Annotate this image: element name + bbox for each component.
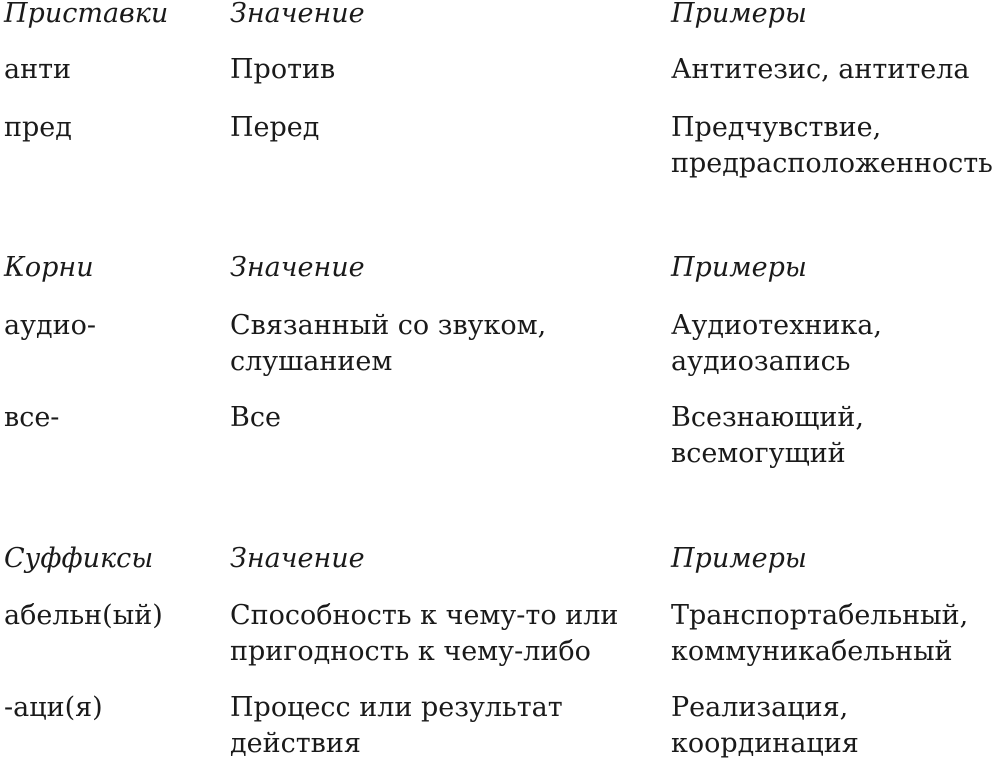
suffix-meaning: Процесс или результат действия bbox=[230, 692, 563, 759]
prefixes-examples-header: Примеры bbox=[671, 0, 807, 29]
root-meaning: Все bbox=[230, 402, 281, 433]
roots-meaning-header: Значение bbox=[230, 252, 365, 283]
root-item: аудио- bbox=[4, 310, 96, 341]
roots-header: Корни bbox=[4, 252, 94, 283]
prefix-examples: Предчувствие, предрасположенность bbox=[671, 112, 993, 179]
prefix-item: пред bbox=[4, 112, 72, 143]
root-examples: Аудиотехника, аудиозапись bbox=[671, 310, 882, 377]
suffix-examples: Транспортабельный, коммуникабельный bbox=[671, 600, 969, 667]
suffix-meaning: Способность к чему-то или пригодность к чему-либо bbox=[230, 600, 619, 667]
prefixes-meaning-header: Значение bbox=[230, 0, 365, 29]
suffix-examples: Реализация, координация bbox=[671, 692, 859, 759]
prefix-item: анти bbox=[4, 54, 72, 85]
roots-examples-header: Примеры bbox=[671, 252, 807, 283]
prefix-examples: Антитезис, антитела bbox=[671, 54, 970, 85]
prefix-meaning: Против bbox=[230, 54, 336, 85]
suffixes-header: Суффиксы bbox=[4, 543, 154, 574]
root-examples: Всезнающий, всемогущий bbox=[671, 402, 864, 469]
suffix-item: абельн(ый) bbox=[4, 600, 163, 631]
suffixes-examples-header: Примеры bbox=[671, 543, 807, 574]
suffixes-meaning-header: Значение bbox=[230, 543, 365, 574]
suffix-item: -аци(я) bbox=[4, 692, 103, 723]
root-item: все- bbox=[4, 402, 60, 433]
root-meaning: Связанный со звуком, слушанием bbox=[230, 310, 547, 377]
prefixes-header: Приставки bbox=[4, 0, 169, 29]
prefix-meaning: Перед bbox=[230, 112, 320, 143]
